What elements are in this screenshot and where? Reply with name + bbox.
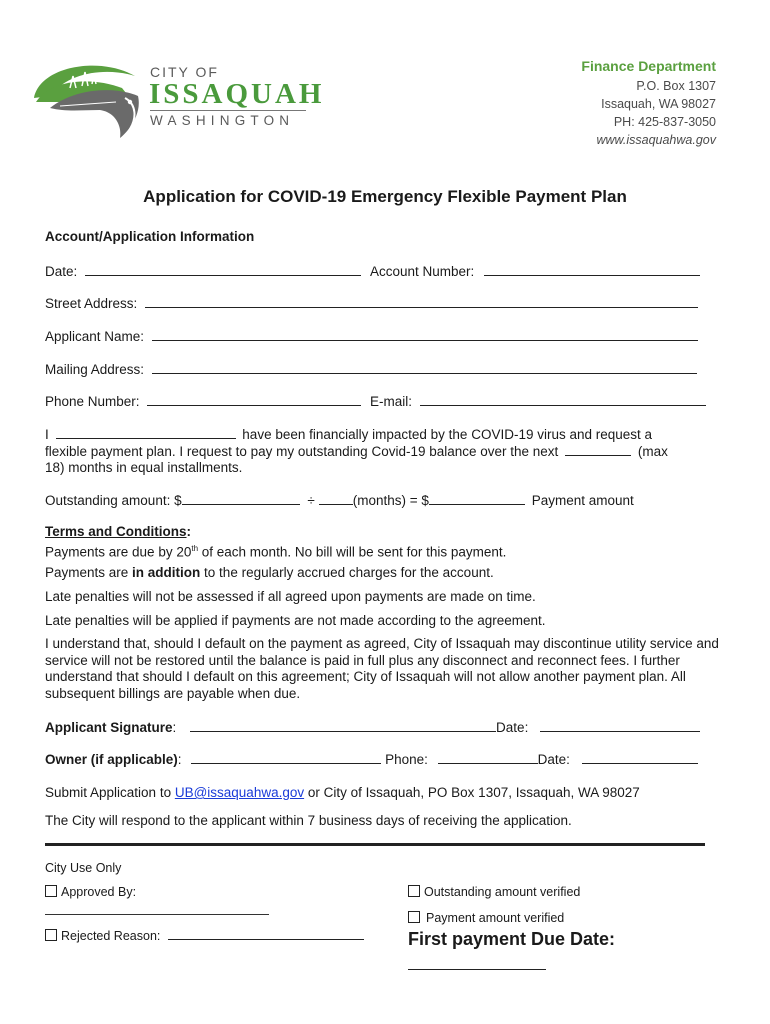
signature-colon: : xyxy=(172,720,177,735)
rejected-reason-field[interactable] xyxy=(168,928,364,940)
statement-max: (max xyxy=(637,444,668,459)
first-payment-label: First payment Due Date: xyxy=(408,929,616,949)
outstanding-verified-row xyxy=(408,885,580,900)
payment-amount-field[interactable] xyxy=(429,491,525,505)
owner-colon: : xyxy=(177,752,182,767)
terms-line-3: Late penalties will not be assessed if all agreed upon payments are made on time. xyxy=(45,589,536,604)
phone-number-label: Phone Number: xyxy=(45,394,140,409)
statement-i: I xyxy=(45,427,49,442)
applicant-name-label: Applicant Name: xyxy=(45,329,145,344)
statement-line-2 xyxy=(45,442,668,460)
submit-line xyxy=(45,784,640,801)
approved-row xyxy=(45,885,136,900)
submit-email-link[interactable]: UB@issaquahwa.gov xyxy=(174,785,305,800)
phone: PH: 425-837-3050 xyxy=(613,115,716,129)
rejected-row xyxy=(45,928,364,944)
account-number-field[interactable] xyxy=(484,262,700,276)
submit-text-a: Submit Application to xyxy=(45,785,175,800)
date-field[interactable] xyxy=(85,262,361,276)
months-field[interactable] xyxy=(565,442,631,456)
owner-phone-field[interactable] xyxy=(438,750,538,764)
first-payment-date-field[interactable] xyxy=(408,969,546,970)
terms-line-4: Late penalties will be applied if payments are not made according to the agreement. xyxy=(45,613,546,628)
payment-verified-row xyxy=(408,911,564,926)
applicant-signature-row xyxy=(45,718,700,736)
city-state: Issaquah, WA 98027 xyxy=(601,97,716,111)
statement-line-1 xyxy=(45,425,652,443)
statement-text-2: flexible payment plan. I request to pay my outstanding Covid-19 balance over the next xyxy=(45,444,559,459)
terms-line-1-a: Payments are due by 20 xyxy=(45,544,192,560)
terms-sup: th xyxy=(191,544,199,553)
outstanding-row xyxy=(45,491,634,509)
signature-date-field[interactable] xyxy=(540,718,700,732)
applicant-signature-field[interactable] xyxy=(190,718,496,732)
owner-label: Owner (if applicable) xyxy=(45,752,178,767)
terms-line-2-bold: in addition xyxy=(132,565,201,580)
terms-heading-text: Terms and Conditions xyxy=(45,524,187,539)
owner-field[interactable] xyxy=(191,750,381,764)
street-address-label: Street Address: xyxy=(45,296,138,311)
email-row xyxy=(370,392,706,410)
section-title: Account/Application Information xyxy=(45,229,255,244)
terms-line-1-b: of each month. No bill will be sent for this payment. xyxy=(198,544,507,560)
date-row xyxy=(45,262,361,280)
divider xyxy=(45,843,705,846)
outstanding-verified-label: Outstanding amount verified xyxy=(424,885,581,899)
respond-line: The City will respond to the applicant within 7 business days of receiving the application. xyxy=(45,813,572,828)
applicant-signature-label: Applicant Signature xyxy=(45,720,173,735)
email-label: E-mail: xyxy=(370,394,413,409)
payment-verified-checkbox[interactable] xyxy=(408,911,420,923)
num-months-field[interactable] xyxy=(319,491,353,505)
logo-washington: WASHINGTON xyxy=(150,113,295,128)
terms-line-2-b: to the regularly accrued charges for the account. xyxy=(200,565,494,580)
name-field[interactable] xyxy=(56,425,236,439)
approved-label: Approved By: xyxy=(61,885,137,899)
owner-date-field[interactable] xyxy=(582,750,698,764)
city-use-heading: City Use Only xyxy=(45,861,122,875)
signature-date-label: Date: xyxy=(496,720,529,735)
terms-line-5: I understand that, should I default on the payment as agreed, City of Issaquah may discontinue utility service and service will not be restored until the balance is paid in full plus any disconnect and reconnect fees. I further understand that should I default on this agreement; City of Issaquah will not allow another payment plan. All subsequent billings are payable when due. xyxy=(45,636,719,701)
mailing-row xyxy=(45,360,697,378)
date-label: Date: xyxy=(45,264,78,279)
outstanding-amount-field[interactable] xyxy=(182,491,300,505)
street-address-field[interactable] xyxy=(145,294,698,308)
terms-line-1 xyxy=(45,540,506,561)
account-row xyxy=(370,262,700,280)
rejected-checkbox[interactable] xyxy=(45,929,57,941)
email-field[interactable] xyxy=(420,392,706,406)
po-box: P.O. Box 1307 xyxy=(636,79,716,93)
owner-date-label: Date: xyxy=(537,752,570,767)
department-name: Finance Department xyxy=(581,58,716,74)
divide-sign: ÷ xyxy=(307,493,315,508)
logo-issaquah: ISSAQUAH xyxy=(149,78,325,110)
logo-divider xyxy=(150,110,306,111)
submit-text-b: or City of Issaquah, PO Box 1307, Issaquah, WA 98027 xyxy=(304,785,640,800)
applicant-row xyxy=(45,327,698,345)
outstanding-verified-checkbox[interactable] xyxy=(408,885,420,897)
months-label: (months) = $ xyxy=(352,493,429,508)
page-title: Application for COVID-19 Emergency Flexible Payment Plan xyxy=(143,187,627,206)
mailing-address-field[interactable] xyxy=(152,360,697,374)
rejected-label: Rejected Reason: xyxy=(61,929,161,943)
phone-row xyxy=(45,392,361,410)
terms-colon: : xyxy=(186,524,192,539)
owner-phone-label: Phone: xyxy=(385,752,428,767)
account-number-label: Account Number: xyxy=(370,264,475,279)
street-row xyxy=(45,294,698,312)
statement-text-1: have been financially impacted by the COVID-19 virus and request a xyxy=(242,427,653,442)
terms-heading xyxy=(45,523,191,540)
statement-text-3: 18) months in equal installments. xyxy=(45,460,243,475)
logo-city-of: CITY OF xyxy=(150,64,219,80)
mailing-address-label: Mailing Address: xyxy=(45,362,145,377)
website: www.issaquahwa.gov xyxy=(596,133,716,147)
payment-amount-label: Payment amount xyxy=(531,493,634,508)
approved-checkbox[interactable] xyxy=(45,885,57,897)
approved-by-field[interactable] xyxy=(45,914,269,915)
payment-verified-label: Payment amount verified xyxy=(426,911,565,925)
terms-line-2 xyxy=(45,564,494,581)
phone-number-field[interactable] xyxy=(147,392,361,406)
outstanding-label: Outstanding amount: $ xyxy=(45,493,182,508)
applicant-name-field[interactable] xyxy=(152,327,698,341)
owner-row xyxy=(45,750,698,768)
terms-line-2-a: Payments are xyxy=(45,565,133,580)
